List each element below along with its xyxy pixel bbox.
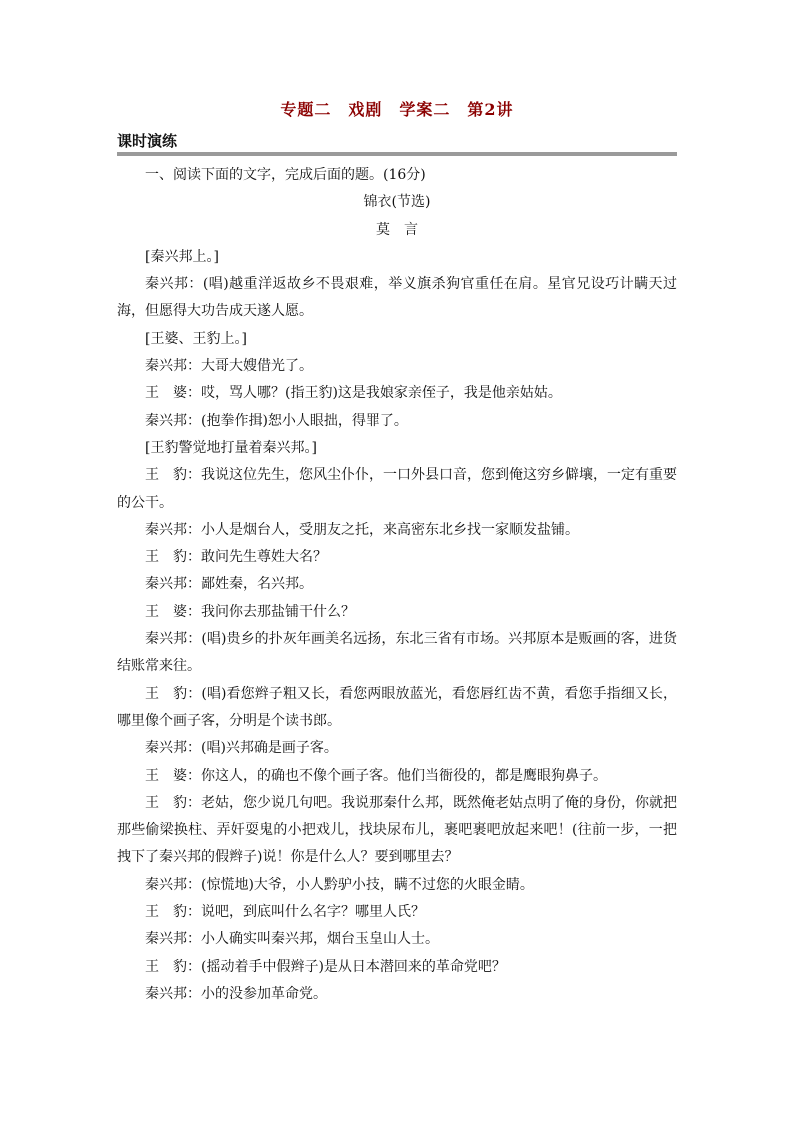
script-line: 秦兴邦：(唱)兴邦确是画子客。 — [145, 740, 338, 757]
script-line: 秦兴邦：(抱拳作揖)恕小人眼拙，得罪了。 — [145, 412, 408, 429]
script-line: 秦兴邦：大哥大嫂借光了。 — [145, 358, 313, 375]
script-line: 王 婆：哎，骂人哪？(指王豹)这是我娘家亲侄子，我是他亲姑姑。 — [145, 385, 562, 402]
script-line: [王豹警觉地打量着秦兴邦。] — [145, 439, 317, 456]
script-line: 王 豹：(摇动着手中假辫子)是从日本潜回来的革命党吧？ — [145, 958, 506, 975]
passage-title: 锦衣(节选) — [363, 194, 431, 211]
script-line: 王 豹：(唱)看您辫子粗又长，看您两眼放蓝光，看您唇红齿不黄，看您手指细又长，哪里像个画子客，分明是个读书郎。 — [117, 685, 677, 729]
script-line: 秦兴邦：鄙姓秦，名兴邦。 — [145, 576, 313, 593]
script-line: 王 豹：敢问先生尊姓大名？ — [145, 549, 327, 566]
script-line: 秦兴邦：小人确实叫秦兴邦，烟台玉皇山人士。 — [145, 931, 439, 948]
script-line: 王 婆：我问你去那盐铺干什么？ — [145, 603, 355, 620]
script-line: 王 豹：说吧，到底叫什么名字？哪里人氏？ — [145, 904, 425, 921]
script-line: 秦兴邦：小人是烟台人，受朋友之托，来高密东北乡找一家顺发盐铺。 — [145, 521, 579, 538]
script-line: 王 婆：你这人，的确也不像个画子客。他们当衙役的，都是鹰眼狗鼻子。 — [145, 767, 607, 784]
script-line: [秦兴邦上。] — [145, 248, 219, 265]
script-line: 秦兴邦：(唱)贵乡的扑灰年画美名远扬，东北三省有市场。兴邦原本是贩画的客，进货结账常来往。 — [117, 631, 677, 675]
script-line: 秦兴邦：(唱)越重洋返故乡不畏艰难，举义旗杀狗官重任在肩。星官兄设巧计瞒天过海，但愿得大功告成天遂人愿。 — [117, 276, 677, 320]
script-line: 王 豹：我说这位先生，您风尘仆仆，一口外县口音，您到俺这穷乡僻壤，一定有重要的公干。 — [117, 467, 677, 511]
page-title: 专题二 戏剧 学案二 第2讲 — [280, 100, 514, 119]
section-heading: 课时演练 — [117, 132, 178, 150]
script-line: 秦兴邦：小的没参加革命党。 — [145, 985, 327, 1002]
question-prompt: 一、阅读下面的文字，完成后面的题。(16分) — [145, 167, 426, 183]
passage-author: 莫言 — [376, 221, 432, 238]
section-divider — [117, 152, 677, 156]
document-body — [117, 162, 677, 1008]
script-line: [王婆、王豹上。] — [145, 330, 247, 347]
script-line: 秦兴邦：(惊慌地)大爷，小人黔驴小技，瞒不过您的火眼金睛。 — [145, 876, 534, 893]
script-line: 王 豹：老姑，您少说几句吧。我说那秦什么邦，既然俺老姑点明了俺的身份，你就把那些偷梁换柱、弄奸耍鬼的小把戏儿，找块尿布儿，裹吧裹吧放起来吧！(往前一步，一把拽下了秦兴邦的假辫子)说！你是什么人？要到哪里去？ — [117, 794, 677, 866]
